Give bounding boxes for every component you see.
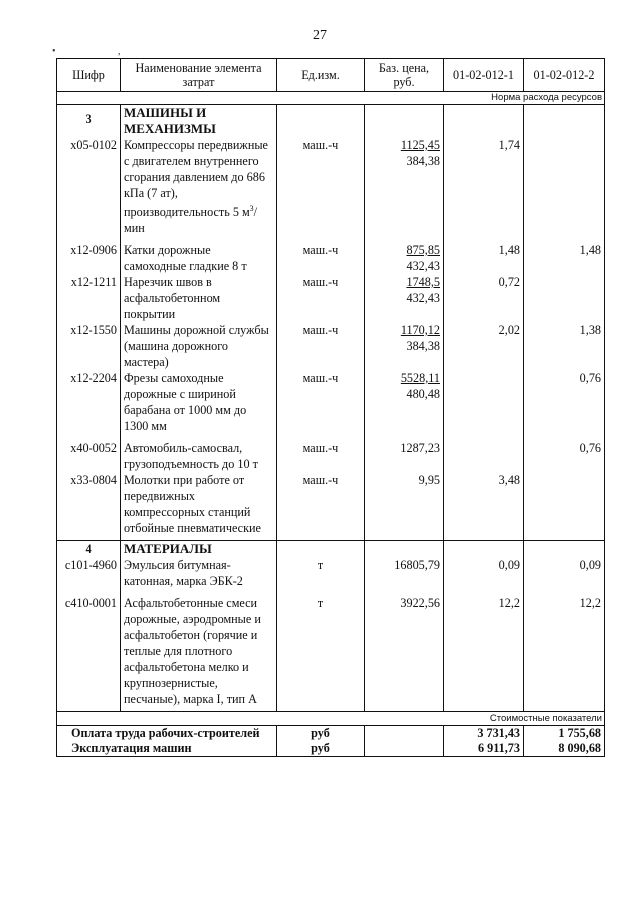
item-price: 875,85 432,43 — [365, 236, 444, 274]
item-value-1: 3,48 — [444, 472, 524, 541]
table-row — [57, 137, 605, 236]
item-price: 1287,23 — [365, 434, 444, 472]
section-header-row — [57, 541, 605, 558]
table-row — [57, 370, 605, 434]
section-header-row — [57, 105, 605, 138]
item-unit: маш.-ч — [277, 137, 365, 236]
item-value-2: 12,2 — [524, 589, 605, 712]
table-header-row — [57, 59, 605, 92]
item-value-1: 2,02 — [444, 322, 524, 370]
item-code: х40-0052 — [57, 434, 121, 472]
section-title: МАТЕРИАЛЫ — [121, 541, 277, 558]
item-name: Машины дорожной службы (машина дорожного мастера) — [121, 322, 277, 370]
norm-caption-row — [57, 92, 605, 105]
header-cipher: Шифр — [57, 59, 121, 92]
item-price: 1170,12 384,38 — [365, 322, 444, 370]
scan-marks: • , — [52, 46, 151, 57]
item-value-1 — [444, 370, 524, 434]
summary-value-2: 8 090,68 — [524, 741, 605, 757]
item-name: Компрессоры передвижные с двигателем внутреннего сгорания давлением до 686 кПа (7 ат), производительность 5 $м^3$/мин — [121, 137, 277, 236]
item-price: 1748,5 432,43 — [365, 274, 444, 322]
item-name: Эмульсия битумная-катонная, марка ЭБК-2 — [121, 557, 277, 589]
item-name: Асфальтобетонные смеси дорожные, аэродромные и асфальтобетон (горячие и теплые для плотного асфальтобетона мелко и крупнозернистые, песчаные), марка I, тип А — [121, 589, 277, 712]
item-value-1: 1,48 — [444, 236, 524, 274]
item-unit: т — [277, 589, 365, 712]
item-price: 9,95 — [365, 472, 444, 541]
item-price: 1125,45 384,38 — [365, 137, 444, 236]
item-value-2 — [524, 274, 605, 322]
table-row — [57, 557, 605, 589]
item-unit: маш.-ч — [277, 434, 365, 472]
item-code: х12-0906 — [57, 236, 121, 274]
item-value-2: 0,09 — [524, 557, 605, 589]
item-code: х12-1211 — [57, 274, 121, 322]
item-unit: т — [277, 557, 365, 589]
header-name: Наименование элемента затрат — [121, 59, 277, 92]
table-row — [57, 322, 605, 370]
header-unit: Ед.изм. — [277, 59, 365, 92]
item-code: х05-0102 — [57, 137, 121, 236]
resource-norm-table — [56, 58, 605, 757]
summary-row — [57, 726, 605, 742]
item-unit: маш.-ч — [277, 236, 365, 274]
summary-unit: руб — [277, 726, 365, 742]
table-row — [57, 589, 605, 712]
item-unit: маш.-ч — [277, 274, 365, 322]
summary-unit: руб — [277, 741, 365, 757]
item-value-1: 0,09 — [444, 557, 524, 589]
table-row — [57, 434, 605, 472]
cost-caption-row — [57, 712, 605, 726]
summary-label: Оплата труда рабочих-строителей — [57, 726, 277, 742]
section-number: 3 — [57, 105, 121, 138]
item-unit: маш.-ч — [277, 472, 365, 541]
item-value-2: 0,76 — [524, 370, 605, 434]
item-code: х33-0804 — [57, 472, 121, 541]
item-code: с101-4960 — [57, 557, 121, 589]
page-number: 27 — [313, 28, 327, 43]
item-price: 16805,79 — [365, 557, 444, 589]
summary-value-1: 3 731,43 — [444, 726, 524, 742]
header-price: Баз. цена, руб. — [365, 59, 444, 92]
item-value-2: 0,76 — [524, 434, 605, 472]
item-value-1: 12,2 — [444, 589, 524, 712]
item-unit: маш.-ч — [277, 370, 365, 434]
item-value-1: 0,72 — [444, 274, 524, 322]
item-name: Катки дорожные самоходные гладкие 8 т — [121, 236, 277, 274]
section-number: 4 — [57, 541, 121, 558]
header-col2: 01-02-012-2 — [524, 59, 605, 92]
item-value-2 — [524, 472, 605, 541]
item-price: 5528,11 480,48 — [365, 370, 444, 434]
item-value-2: 1,38 — [524, 322, 605, 370]
item-name: Молотки при работе от передвижных компрессорных станций отбойные пневматические — [121, 472, 277, 541]
table-row — [57, 236, 605, 274]
summary-value-1: 6 911,73 — [444, 741, 524, 757]
item-code: с410-0001 — [57, 589, 121, 712]
item-name: Фрезы самоходные дорожные с шириной барабана от 1000 мм до 1300 мм — [121, 370, 277, 434]
item-value-1: 1,74 — [444, 137, 524, 236]
norm-caption: Норма расхода ресурсов — [57, 92, 605, 105]
item-value-2 — [524, 137, 605, 236]
summary-row — [57, 741, 605, 757]
summary-value-2: 1 755,68 — [524, 726, 605, 742]
item-price: 3922,56 — [365, 589, 444, 712]
table-row — [57, 274, 605, 322]
item-unit: маш.-ч — [277, 322, 365, 370]
section-title: МАШИНЫ И МЕХАНИЗМЫ — [121, 105, 277, 138]
item-name: Нарезчик швов в асфальтобетонном покрытии — [121, 274, 277, 322]
item-value-2: 1,48 — [524, 236, 605, 274]
item-code: х12-1550 — [57, 322, 121, 370]
table-row — [57, 472, 605, 541]
item-code: х12-2204 — [57, 370, 121, 434]
item-name: Автомобиль-самосвал, грузоподъемность до 10 т — [121, 434, 277, 472]
item-value-1 — [444, 434, 524, 472]
cost-caption: Стоимостные показатели — [57, 712, 605, 726]
summary-label: Эксплуатация машин — [57, 741, 277, 757]
header-col1: 01-02-012-1 — [444, 59, 524, 92]
